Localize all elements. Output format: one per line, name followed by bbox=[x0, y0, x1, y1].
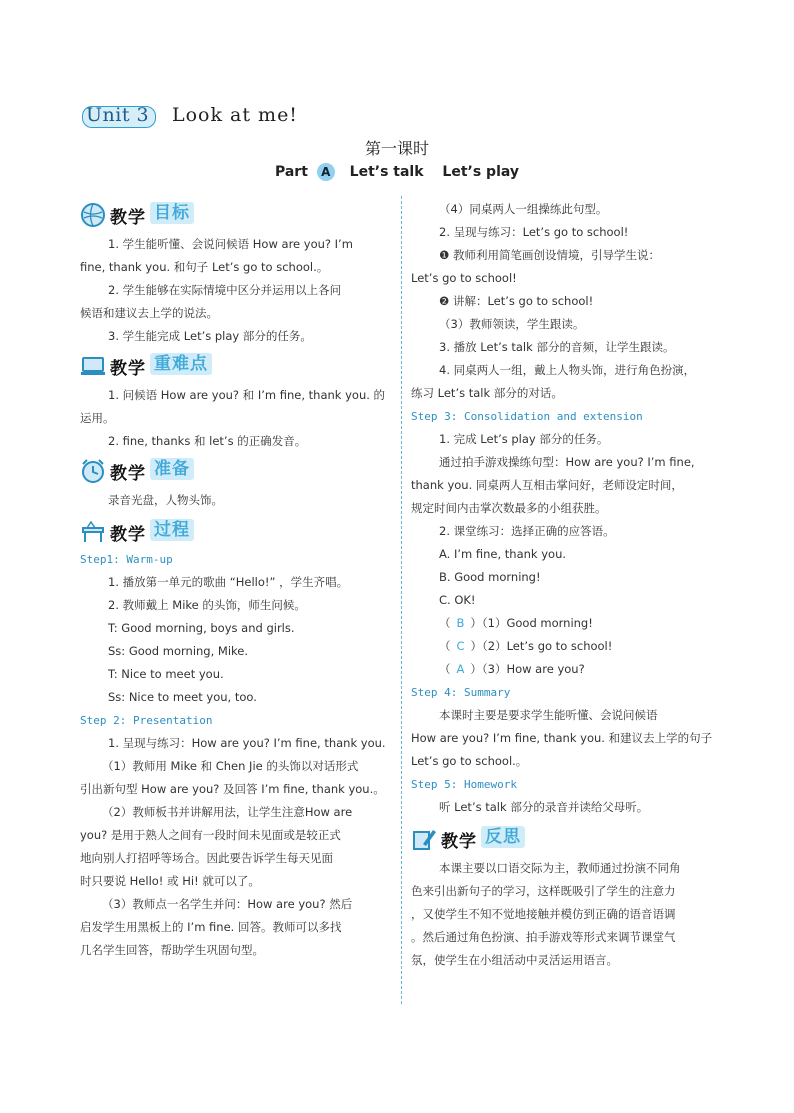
list-item: 录音光盘，人物头饰。 bbox=[108, 493, 223, 507]
prep-text bbox=[80, 489, 392, 512]
reflection-title-a: 教学 bbox=[441, 832, 477, 852]
process-title-b: 过程 bbox=[150, 519, 194, 541]
list-item: C. OK! bbox=[439, 593, 476, 607]
list-item: 1. 播放第一单元的歌曲 “Hello!” ，学生齐唱。 bbox=[108, 575, 349, 589]
list-item: 时只要说 Hello! 或 Hi! 就可以了。 bbox=[80, 874, 260, 888]
keypoints-title-a: 教学 bbox=[110, 359, 146, 379]
lesson-title: 第一课时 bbox=[364, 139, 429, 158]
list-item: （3）教师领读，学生跟读。 bbox=[439, 317, 585, 331]
part-heading bbox=[0, 163, 794, 181]
reflection-text bbox=[411, 857, 729, 972]
unit-label: Unit 3 bbox=[86, 104, 150, 126]
exercise-row: （ B ）（1）Good morning! bbox=[439, 616, 593, 630]
list-item: 引出新句型 How are you? 及回答 I’m fine, thank you.。 bbox=[80, 782, 385, 796]
laptop-icon bbox=[80, 353, 106, 379]
list-item: 2. 学生能够在实际情境中区分并运用以上各问 bbox=[108, 283, 342, 297]
list-item: 2. 教师戴上 Mike 的头饰，师生问候。 bbox=[108, 598, 306, 612]
list-item: How are you? I’m fine, thank you. 和建议去上学的句子 bbox=[411, 731, 713, 745]
list-item: 练习 Let’s talk 部分的对话。 bbox=[411, 386, 563, 400]
list-item: fine, thank you. 和句子 Let’s go to school.。 bbox=[80, 260, 329, 274]
step5-heading: Step 5: Homework bbox=[411, 778, 517, 791]
prep-title-b: 准备 bbox=[150, 458, 194, 480]
list-item: B. Good morning! bbox=[439, 570, 541, 584]
exercise-question: （1）Good morning! bbox=[481, 616, 593, 630]
process-title-a: 教学 bbox=[110, 525, 146, 545]
section-keypoints bbox=[80, 352, 392, 380]
list-item: 运用。 bbox=[80, 411, 115, 425]
step1-heading: Step1: Warm-up bbox=[80, 553, 173, 566]
list-item: 。然后通过角色扮演、拍手游戏等形式来调节课堂气 bbox=[411, 930, 676, 944]
list-item: 1. 问候语 How are you? 和 I’m fine, thank you. 的 bbox=[108, 388, 386, 402]
list-item: T: Good morning, boys and girls. bbox=[108, 621, 295, 635]
list-item: 几名学生回答，帮助学生巩固句型。 bbox=[80, 943, 264, 957]
step2-heading: Step 2: Presentation bbox=[80, 714, 213, 727]
exercise-row: （ C ）（2）Let’s go to school! bbox=[439, 639, 613, 653]
part-prefix: Part bbox=[274, 164, 308, 180]
step3-heading: Step 3: Consolidation and extension bbox=[411, 410, 643, 423]
exercise-answer: B bbox=[456, 616, 465, 630]
list-item: 4. 同桌两人一组，戴上人物头饰，进行角色扮演， bbox=[439, 363, 696, 377]
list-item: 色来引出新句子的学习，这样既吸引了学生的注意力 bbox=[411, 884, 676, 898]
list-item: ，又使学生不知不觉地接触并模仿到正确的语音语调 bbox=[411, 907, 676, 921]
list-item: Let’s go to school.。 bbox=[411, 754, 528, 768]
list-item: 3. 播放 Let’s talk 部分的音频，让学生跟读。 bbox=[439, 340, 675, 354]
list-item: 规定时间内击掌次数最多的小组获胜。 bbox=[411, 501, 607, 515]
section-process bbox=[80, 518, 392, 546]
list-item: you? 是用于熟人之间有一段时间未见面或是较正式 bbox=[80, 828, 341, 842]
step4-heading: Step 4: Summary bbox=[411, 686, 511, 699]
left-column bbox=[80, 201, 392, 962]
list-item: 1. 完成 Let’s play 部分的任务。 bbox=[439, 432, 609, 446]
keypoints-text bbox=[80, 384, 392, 453]
list-item: 1. 呈现与练习：How are you? I’m fine, thank you. bbox=[108, 736, 386, 750]
section-reflection bbox=[411, 825, 729, 853]
process-text bbox=[80, 548, 392, 962]
reflection-title-b: 反思 bbox=[481, 826, 525, 848]
list-item: T: Nice to meet you. bbox=[108, 667, 224, 681]
goals-title-b: 目标 bbox=[150, 202, 194, 224]
list-item: 1. 学生能听懂、会说问候语 How are you? I’m bbox=[108, 237, 353, 251]
keypoints-title-b: 重难点 bbox=[150, 353, 212, 375]
prep-title-a: 教学 bbox=[110, 464, 146, 484]
goals-title-a: 教学 bbox=[110, 208, 146, 228]
exercise-answer: C bbox=[456, 639, 465, 653]
list-item: （1）教师用 Mike 和 Chen Jie 的头饰以对话形式 bbox=[102, 759, 359, 773]
list-item: 2. 课堂练习：选择正确的应答语。 bbox=[439, 524, 615, 538]
right-column bbox=[411, 198, 729, 972]
list-item: ❶ 教师利用简笔画创设情境，引导学生说： bbox=[439, 248, 660, 262]
clock-icon bbox=[80, 458, 106, 484]
list-item: 候语和建议去上学的说法。 bbox=[80, 306, 218, 320]
list-item: Let’s go to school! bbox=[411, 271, 517, 285]
list-item: （2）教师板书并讲解用法，让学生注意How are bbox=[102, 805, 353, 819]
list-item: 听 Let’s talk 部分的录音并读给父母听。 bbox=[439, 800, 649, 814]
exercise-answer: A bbox=[456, 662, 465, 676]
desk-icon bbox=[80, 519, 106, 545]
list-item: 本课时主要是要求学生能听懂、会说问候语 bbox=[439, 708, 658, 722]
list-item: ❷ 讲解：Let’s go to school! bbox=[439, 294, 594, 308]
unit-title: Look at me! bbox=[172, 104, 298, 126]
part-play: Let’s play bbox=[442, 164, 520, 180]
list-item: Ss: Good morning, Mike. bbox=[108, 644, 249, 658]
list-item: 2. fine, thanks 和 let’s 的正确发音。 bbox=[108, 434, 307, 448]
section-goals bbox=[80, 201, 392, 229]
list-item: A. I’m fine, thank you. bbox=[439, 547, 567, 561]
globe-icon bbox=[80, 202, 106, 228]
exercise-row: （ A ）（3）How are you? bbox=[439, 662, 585, 676]
pen-icon bbox=[411, 826, 437, 852]
list-item: 2. 呈现与练习：Let’s go to school! bbox=[439, 225, 629, 239]
part-letter: A bbox=[317, 163, 335, 181]
part-talk: Let’s talk bbox=[349, 164, 424, 180]
exercise-question: （2）Let’s go to school! bbox=[482, 639, 613, 653]
exercise-question: （3）How are you? bbox=[481, 662, 585, 676]
list-item: 氛，使学生在小组活动中灵活运用语言。 bbox=[411, 953, 618, 967]
section-prep bbox=[80, 457, 392, 485]
list-item: 启发学生用黑板上的 I’m fine. 回答。教师可以多找 bbox=[80, 920, 342, 934]
column-divider bbox=[401, 196, 402, 1004]
list-item: 通过拍手游戏操练句型：How are you? I’m fine, bbox=[439, 455, 695, 469]
list-item: 地向别人打招呼等场合。因此要告诉学生每天见面 bbox=[80, 851, 333, 865]
list-item: 3. 学生能完成 Let’s play 部分的任务。 bbox=[108, 329, 312, 343]
list-item: 本课主要以口语交际为主，教师通过扮演不同角 bbox=[439, 861, 681, 875]
list-item: Ss: Nice to meet you, too. bbox=[108, 690, 257, 704]
right-top-text bbox=[411, 198, 729, 819]
list-item: （3）教师点一名学生并问：How are you? 然后 bbox=[102, 897, 353, 911]
list-item: （4）同桌两人一组操练此句型。 bbox=[439, 202, 608, 216]
goals-text bbox=[80, 233, 392, 348]
list-item: thank you. 同桌两人互相击掌问好，老师设定时间， bbox=[411, 478, 683, 492]
